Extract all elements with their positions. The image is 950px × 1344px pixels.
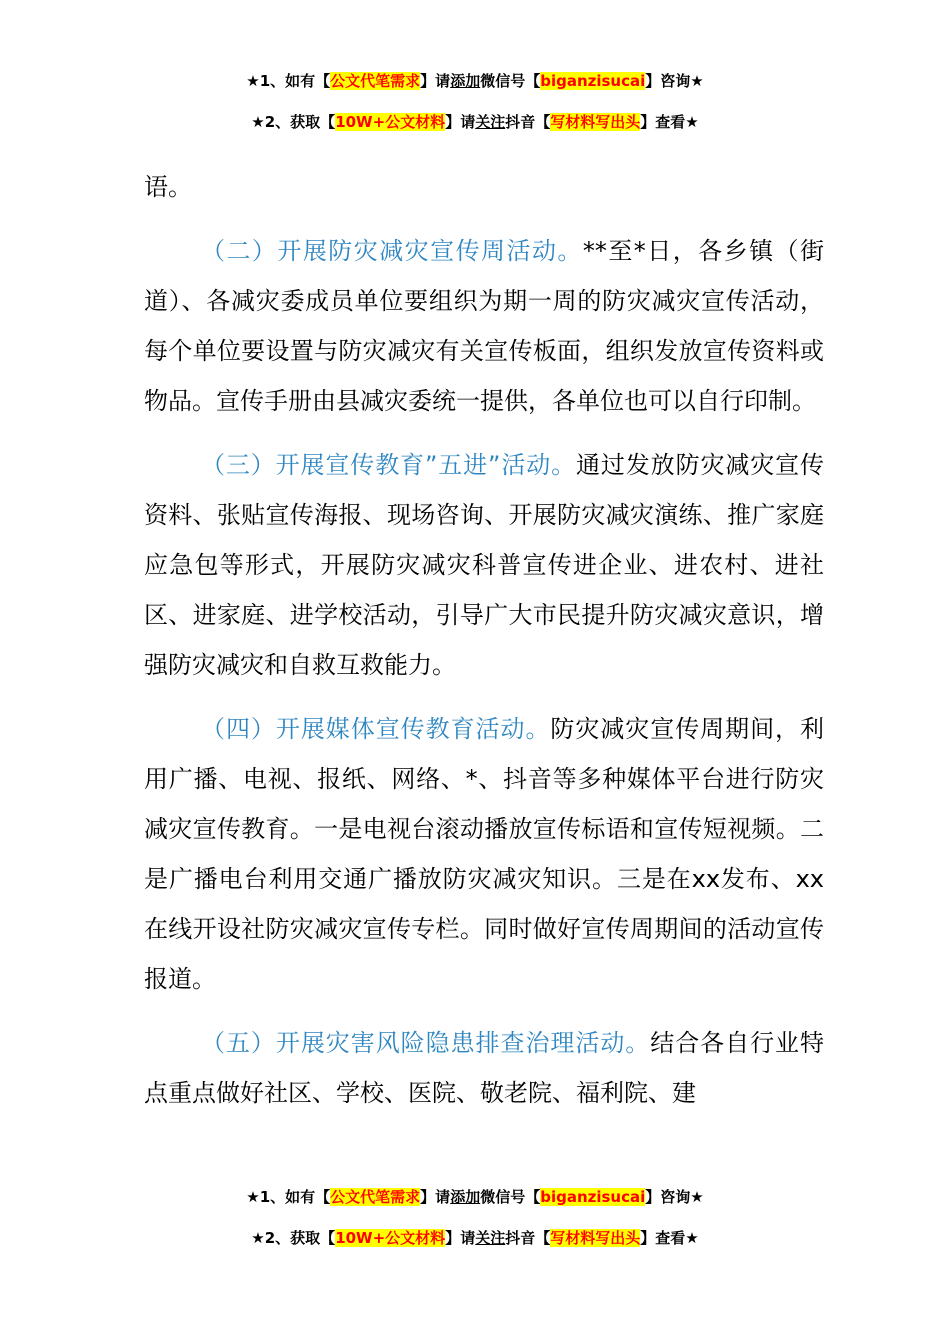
header-line1-pre: ★1、如有【 — [246, 72, 331, 90]
header-line2-underline: 关注 — [475, 113, 506, 131]
document-body — [144, 162, 824, 1118]
footer-line1-post: 】咨询★ — [645, 1188, 704, 1206]
header-line1-highlight-1: 公文代笔需求 — [330, 72, 421, 90]
header-line2-mid-2: 抖音【 — [505, 113, 551, 131]
footer-line2-pre: ★2、获取【 — [251, 1229, 336, 1247]
header-line2-highlight-2: 写材料写出头 — [550, 113, 641, 131]
footer-line1-underline: 添加 — [450, 1188, 481, 1206]
continuation-paragraph: 语。 — [144, 173, 192, 201]
section-3-text: 通过发放防灾减灾宣传资料、张贴宣传海报、现场咨询、开展防灾减灾演练、推广家庭应急包等形式，开展防灾减灾科普宣传进企业、进农村、进社区、进家庭、进学校活动，引导广大市民提升防灾减灾意识，增强防灾减灾和自救互救能力。 — [144, 451, 824, 679]
section-2-paragraph — [144, 226, 824, 426]
footer-line2-underline: 关注 — [475, 1229, 506, 1247]
header-line2-pre: ★2、获取【 — [251, 113, 336, 131]
header-line1-mid-1: 】请 — [420, 72, 451, 90]
header-line2-highlight-1: 10W+公文材料 — [335, 113, 446, 131]
section-3-heading: （三）开展宣传教育”五进”活动。 — [201, 451, 577, 479]
footer-line2-mid-1: 】请 — [445, 1229, 476, 1247]
header-line1-post: 】咨询★ — [645, 72, 704, 90]
header-line1-underline: 添加 — [450, 72, 481, 90]
section-4-paragraph — [144, 704, 824, 1004]
footer-line1-highlight-1: 公文代笔需求 — [330, 1188, 421, 1206]
footer-banner-line-2 — [0, 1227, 950, 1249]
header-line1-mid-2: 微信号【 — [480, 72, 541, 90]
footer-line1-mid-1: 】请 — [420, 1188, 451, 1206]
footer-line2-highlight-2: 写材料写出头 — [550, 1229, 641, 1247]
section-4-heading: （四）开展媒体宣传教育活动。 — [201, 715, 551, 743]
section-2-heading: （二）开展防灾减灾宣传周活动。 — [201, 237, 583, 265]
header-line2-post: 】查看★ — [640, 113, 699, 131]
footer-line2-mid-2: 抖音【 — [505, 1229, 551, 1247]
header-banner-line-2 — [0, 111, 950, 133]
header-banner-line-1 — [0, 70, 950, 92]
footer-line1-pre: ★1、如有【 — [246, 1188, 331, 1206]
footer-line1-highlight-2: biganzisucai — [540, 1188, 646, 1206]
header-line1-highlight-2: biganzisucai — [540, 72, 646, 90]
section-5-text: 结合各自行业特点重点做好社区、学校、医院、敬老院、福利院、建 — [144, 1029, 824, 1107]
section-3-paragraph — [144, 440, 824, 690]
footer-line1-mid-2: 微信号【 — [480, 1188, 541, 1206]
footer-line2-post: 】查看★ — [640, 1229, 699, 1247]
section-5-paragraph — [144, 1018, 824, 1118]
footer-line2-highlight-1: 10W+公文材料 — [335, 1229, 446, 1247]
section-5-heading: （五）开展灾害风险隐患排查治理活动。 — [201, 1029, 651, 1057]
section-4-text: 防灾减灾宣传周期间，利用广播、电视、报纸、网络、*、抖音等多种媒体平台进行防灾减灾宣传教育。一是电视台滚动播放宣传标语和宣传短视频。二是广播电台利用交通广播放防灾减灾知识。三是在xx发布、xx在线开设社防灾减灾宣传专栏。同时做好宣传周期间的活动宣传报道。 — [144, 715, 825, 993]
footer-banner-line-1 — [0, 1186, 950, 1208]
header-line2-mid-1: 】请 — [445, 113, 476, 131]
section-2-text: **至*日，各乡镇（街道）、各减灾委成员单位要组织为期一周的防灾减灾宣传活动，每个单位要设置与防灾减灾有关宣传板面，组织发放宣传资料或物品。宣传手册由县减灾委统一提供，各单位也可以自行印制。 — [144, 237, 824, 415]
